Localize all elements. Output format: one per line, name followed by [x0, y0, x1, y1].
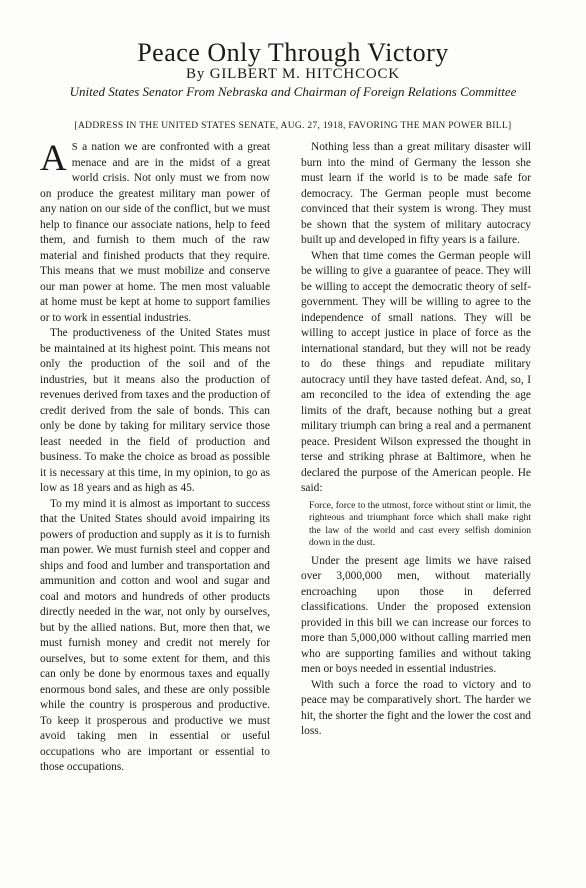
paragraph-1-text: a nation we are confronted with a great menace and are in the midst of a great world crisis. Not only must we from now on produce the greatest military man power of any nation on our side of the conflict, but we must help to finance our associate nations, help to feed them, and furnish to them much of the raw material and finished products that they require. This means that we must mobilize and conserve our man power at home. The men most valuable at home must be kept at home to support families or to work in essential industries.: [40, 141, 270, 324]
address-note: [ADDRESS IN THE UNITED STATES SENATE, AUG. 27, 1918, FAVORING THE MAN POWER BILL]: [74, 121, 512, 131]
paragraph-2: The productiveness of the United States must be maintained at its highest point. This means not only the production of the soil and of the industries, but it means also the production of revenues derived from taxes and the production of credit derived from the sale of bonds. This can only be done by taking for military service those least needed in the field of production and business. To make the choice as broad as possible it is necessary at this time, in my opinion, to go as low as 18 years and as high as 45.: [40, 327, 270, 494]
paragraph-4: Nothing less than a great military disaster will burn into the mind of Germany the lesson she must learn if the world is to be made safe for democracy. The German people must become convinced that their system is wrong. They must be shown that the system of military autocracy built up and developed in fifty years is a failure.: [301, 141, 531, 246]
lead-caps: S: [71, 142, 78, 153]
author-affiliation: United States Senator From Nebraska and Chairman of Foreign Relations Committee: [69, 84, 517, 99]
paragraph-5: When that time comes the German people will be willing to give a guarantee of peace. They will be willing to accept the democratic theory of self-government. They will be willing to agree to the independence of small nations. They will be willing to accept justice in place of force as the international standard, but they will not be ready to do these things and repudiate military autocracy until they have tasted defeat. And, so, I am reconciled to the idea of extending the age limits of the draft, because nothing but a great military triumph can bring a real and a permanent peace. President Wilson expressed the thought in terse and striking phrase at Baltimore, when he declared the purpose of the American people. He said:: [301, 249, 531, 494]
paragraph-1: [40, 140, 270, 326]
right-column: [301, 140, 531, 740]
article-title: Peace Only Through Victory: [137, 38, 449, 67]
left-column: [40, 140, 270, 776]
author-byline: By GILBERT M. HITCHCOCK: [186, 66, 400, 82]
wilson-quote: [309, 500, 531, 550]
quote-text: Force, force to the utmost, force without stint or limit, the righteous and triumphant force which shall make right the law of the world and cast every selfish dominion down in the dust.: [309, 499, 531, 549]
drop-cap: A: [40, 138, 67, 179]
paragraph-6: Under the present age limits we have raised over 3,000,000 men, without materially encroaching upon those in deferred classifications. Under the proposed extension provided in this bill we can increase our forces to more than 5,000,000 without calling married men who are supporting families and without taking men or boys needed in essential industries.: [301, 554, 531, 676]
paragraph-3: To my mind it is almost as important to success that the United States should avoid impairing its powers of production and supply as it is to furnish man power. We must furnish steel and copper and ships and food and lumber and transportation and ammunition and cotton and wool and sugar and coal and motors and hundreds of other products directly needed in the war, not only by ourselves, but by the allied nations. But, more then that, we must furnish money and credit not merely for ourselves, but to some extent for them, and this can only be done by enormous taxes and equally enormous bond sales, and these are only possible while the country is prosperous and productive. To keep it prosperous and productive we must avoid taking men in essential or useful occupations who are important or essential to those occupations.: [40, 497, 270, 773]
paragraph-7: With such a force the road to victory and to peace may be comparatively short. The harder we hit, the shorter the fight and the lower the cost and loss.: [301, 678, 531, 738]
